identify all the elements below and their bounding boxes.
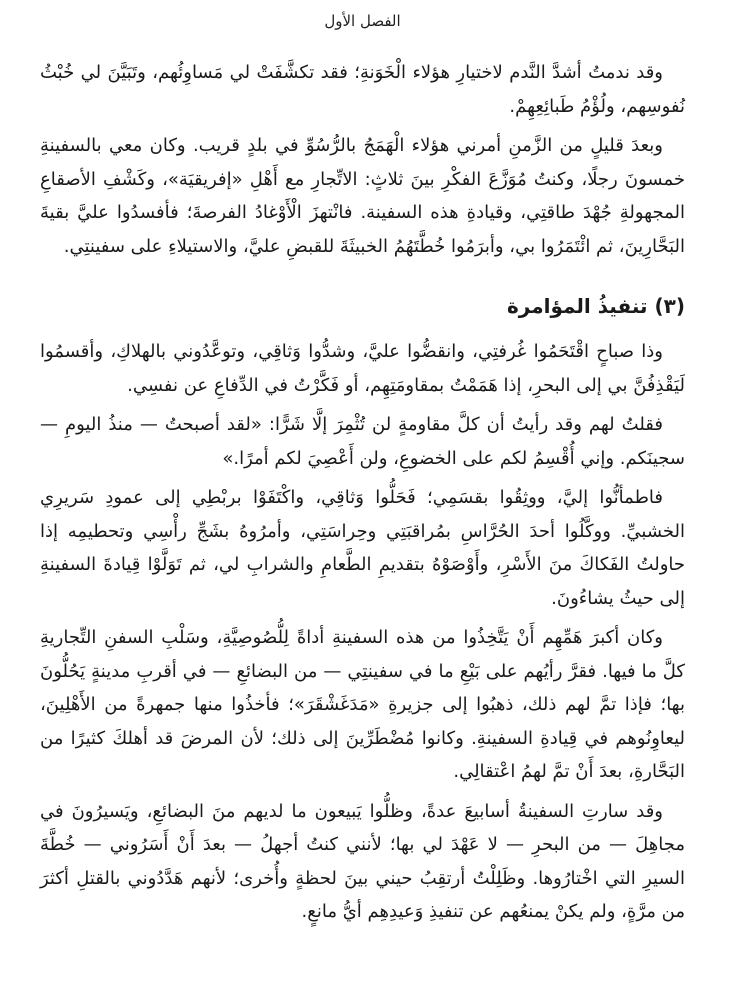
chapter-running-head: الفصل الأول bbox=[324, 12, 401, 30]
paragraph-seizure: وذا صباحٍ اقْتَحَمُوا غُرفتِي، وانقضُّوا عليَّ، وشدُّوا وَثاقِي، وتوعَّدُوني بالهلاكِ، وأقسمُوا لَيَقْذِفُنَّ بي إلى البحرِ، إذا هَمَمْتُ بمقاومَتِهِم، أو فَكَّرْتُ في الدِّفاعِ عن نفسِي. bbox=[40, 341, 685, 396]
paragraph-voyage: وقد سارتِ السفينةُ أسابيعَ عدةً، وظلُّوا يَبيعون ما لديهم منَ البضائعِ، ويَسيرُونَ في مجاهِلَ — من البحرِ — لا عَهْدَ لي بها؛ لأنني كنتُ أجهلُ — بعدَ أَنْ أَسَرُوني — خُطَّةَ السيرِ التي اخْتارُوها. وظَلِلْتُ أرتقِبُ حيني بينَ لحظةٍ وأُخرى؛ لأنهم هَدَّدُوني بالقتلِ أكثرَ من مرَّةٍ، ولم يكنْ يمنعُهم عن تنفيذِ وَعيدِهِم أيُّ مانعٍ. bbox=[40, 800, 685, 922]
paragraph-crew-plot: وبعدَ قليلٍ من الزَّمنِ أمرني هؤلاء الْهَمَجُ بالرُّسُوِّ في بلدٍ قريب. وكان معي بالسفينةِ خمسونَ رجلًا، وكنتُ مُوَزَّعَ الفكْرِ بينَ ثلاثٍ: الاتِّجارِ مع أَهْلِ «إفريقيَة»، وكَشْفِ الأصقاعِ المجهولةِ جُهْدَ طاقتِي، وقيادةِ هذه السفينة. فانْتهزَ الْأَوْغادُ الفرصةَ؛ فأفسدُوا عليَّ بقيةَ البَحَّارِينَ، ثم ائْتَمَرُوا بي، وأبرَمُوا خُطَّتَهُمُ الخبيثَةَ للقبضِ عليَّ، والاستيلاءِ على سفينتِي. bbox=[40, 135, 685, 257]
section-heading: (٣) تنفيذُ المؤامرة bbox=[506, 294, 685, 318]
paragraph-captivity: فاطمأنُّوا إليَّ، ووثِقُوا بقسَمِي؛ فَحَلُّوا وَثاقِي، واكْتَفَوْا بربْطِي إلى عمودِ سَريرِي الخشبيِّ. ووكَّلُوا أحدَ الحُرَّاسِ بمُراقبَتِي وحِراسَتِي، وأمرُوهُ بشَجِّ رأْسِي وتحطيمِه إذا حاولتُ الفَكاكَ منَ الأَسْرِ، وأَوْصَوْهُ بتقديمِ الطَّعامِ والشرابِ لي، ثم تَوَلَّوْا قِيادةَ السفينةِ إلى حيثُ يشاءُونَ. bbox=[40, 487, 685, 609]
paragraph-piracy-plan: وكان أكبرَ هَمِّهِم أَنْ يَتَّخِذُوا من هذه السفينةِ أداةً لِلُّصُوصِيَّةِ، وسَلْبِ السفنِ التِّجاريةِ كلَّ ما فيها. فقرَّ رأيُهم على بَيْعِ ما في سفينتِي — من البضائعِ — في أقربِ مدينةٍ يَحُلُّونَ بها؛ فإذا تمَّ لهم ذلك، ذهبُوا إلى جزيرةِ «مَدَغَشْقَرَ»؛ فأخذُوا منها جمهرةً من الأَهْلِينَ، ليعاوِنُوهم في قِيادةِ السفينةِ. وكانوا مُضْطَرِّينَ إلى ذلك؛ لأن المرضَ قد أهلكَ كثيرًا من البَحَّارةِ، بعدَ أَنْ تمَّ لهمُ اعْتقالِي. bbox=[40, 627, 685, 782]
paragraph-regret: وقد ندمتُ أشدَّ النَّدم لاختيارِ هؤلاء الْخَوَنةِ؛ فقد تكشَّفَتْ لي مَساوِئُهم، وتَبَيَّنَ لي خُبْثُ نُفوسِهم، ولُؤْمُ طَبائِعِهِمْ. bbox=[40, 62, 685, 117]
paragraph-surrender: فقلتُ لهم وقد رأيتُ أن كلَّ مقاومةٍ لن تُثْمِرَ إلَّا شَرًّا: «لقد أصبحتُ — منذُ اليومِ — سجينَكم. وإني أُقْسِمُ لكم على الخضوعِ، ولن أَعْصِيَ لكم أمرًا.» bbox=[40, 414, 685, 469]
